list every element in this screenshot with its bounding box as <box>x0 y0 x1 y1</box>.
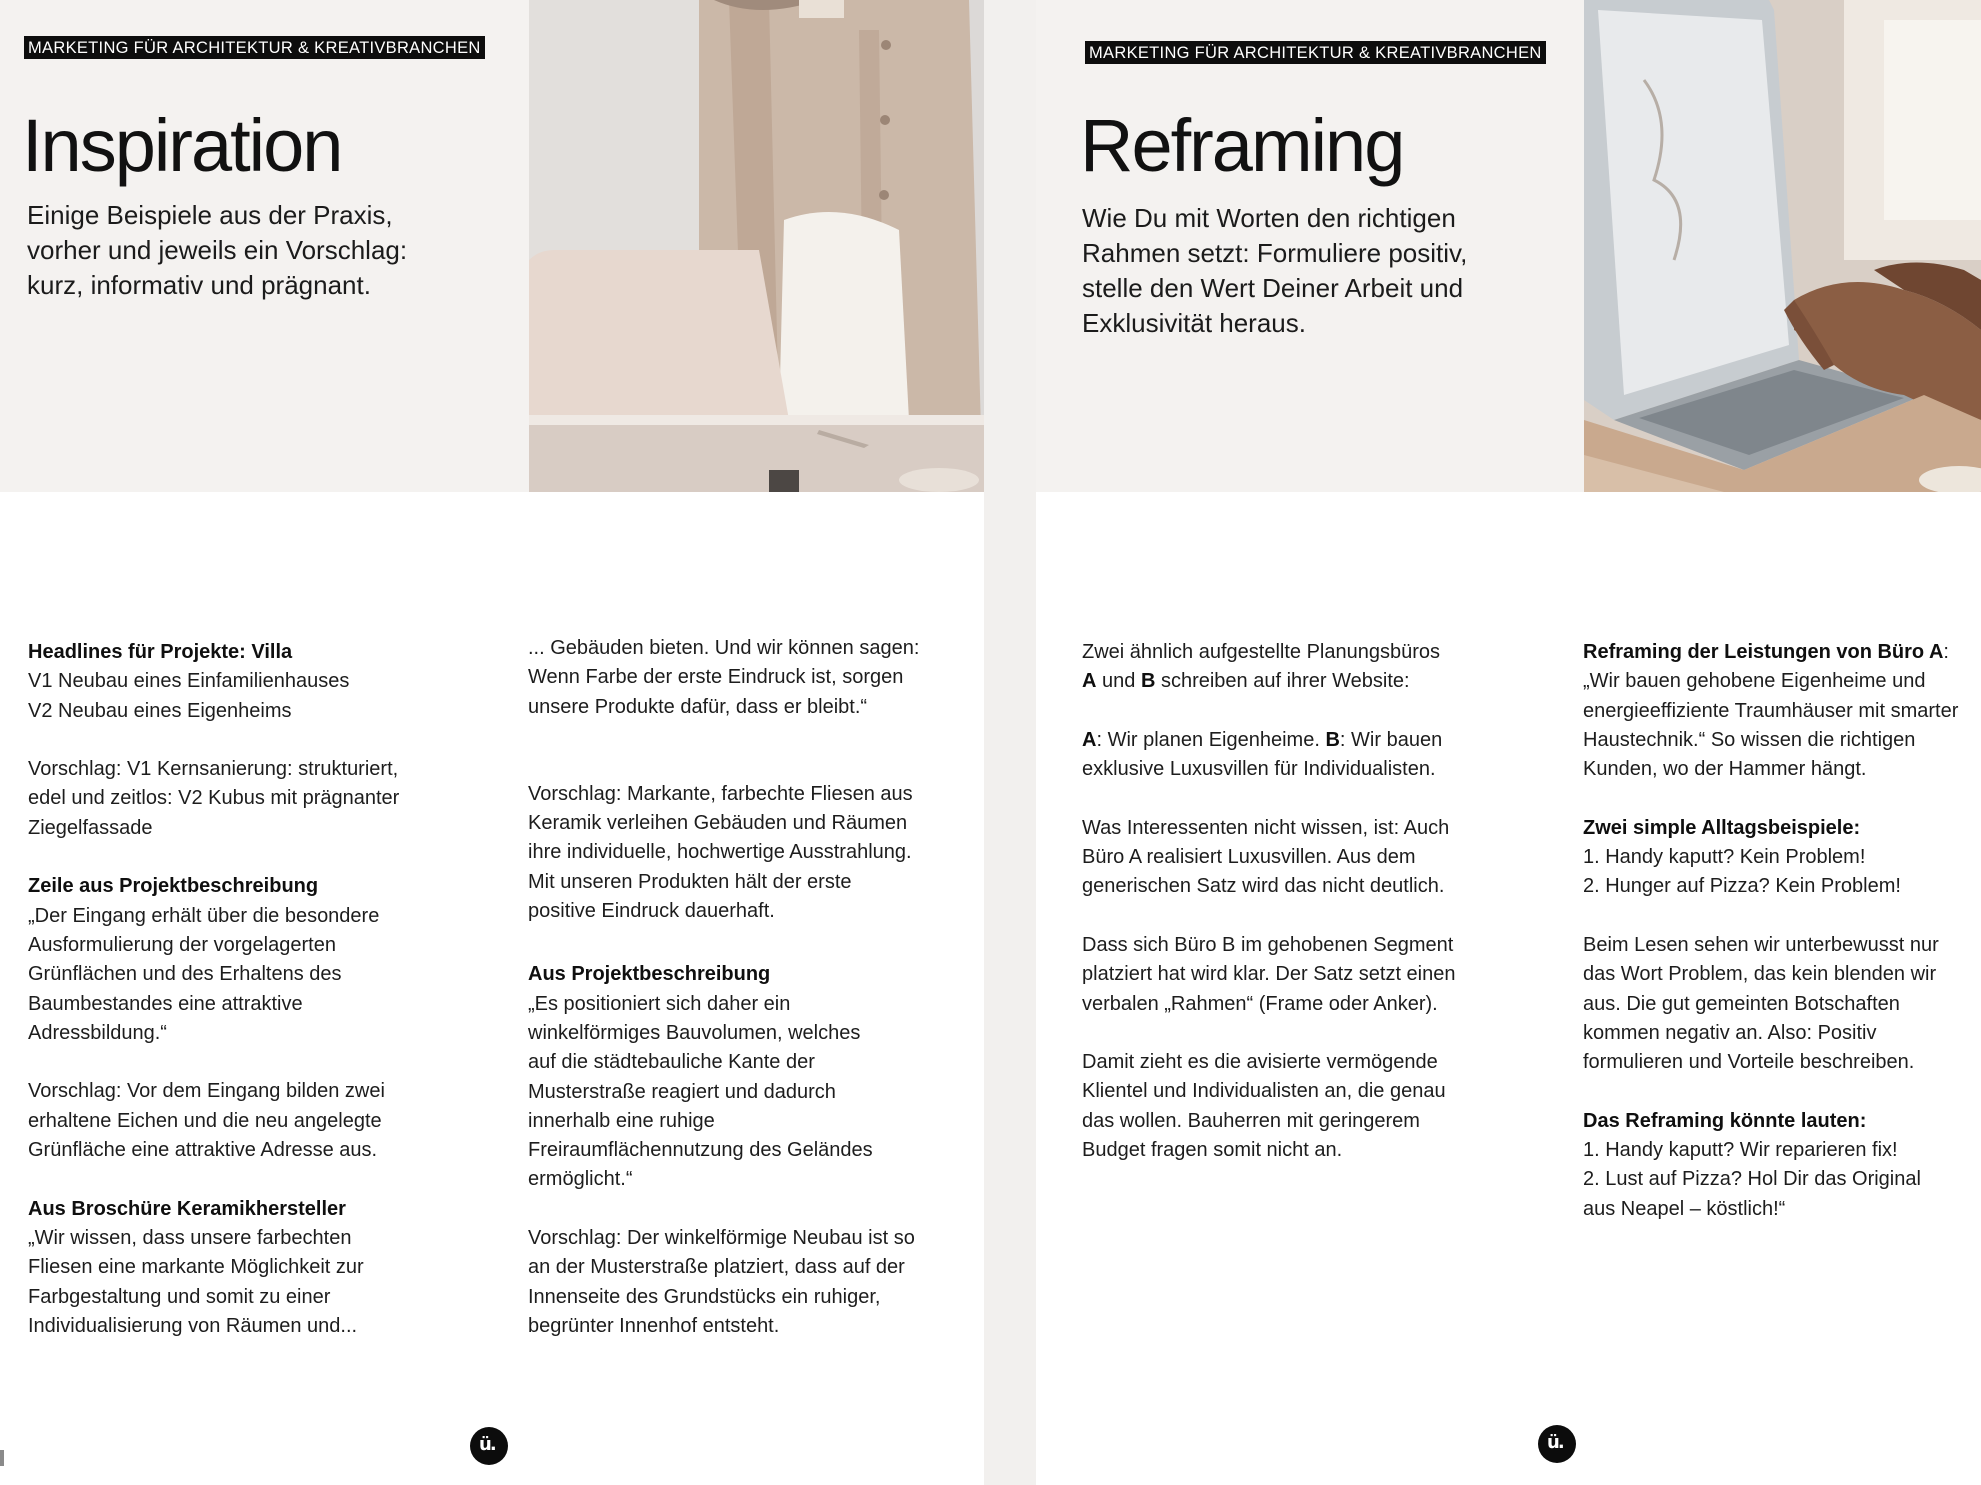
right-column-1 <box>1082 638 1562 1195</box>
right-column-2 <box>1583 638 1981 1253</box>
paragraph: Zeile aus Projektbeschreibung „Der Eingang erhält über die besondere Ausformulierung der vorgelagerten Grünflächen und des Erhaltens des Baumbestandes eine attraktive Adressbildung.“ <box>28 875 380 1044</box>
paragraph: Beim Lesen sehen wir unterbewusst nur das Wort Problem, das kein blenden wir aus. Die gut gemeinten Botschaften kommen negativ an. Also: Positiv formulieren und Vorteile beschreiben. <box>1583 933 1939 1074</box>
left-column-1 <box>28 638 498 1370</box>
paragraph: Aus Projektbeschreibung „Es positioniert sich daher ein winkelförmiges Bauvolumen, welches auf die städtebauliche Kante der Musterstraße reagiert und dadurch innerhalb eine ruhige Freiraumflächennutzung des Geländes ermöglicht.“ <box>528 963 873 1191</box>
laptop-typing-image <box>1584 0 1981 492</box>
lead-text: Wie Du mit Worten den richtigen Rahmen setzt: Formuliere positiv, stelle den Wert Deiner Arbeit und Exklusivität heraus. <box>1082 203 1468 338</box>
brand-logo-icon: ü. <box>470 1427 508 1465</box>
left-page <box>0 0 984 1485</box>
page-title: Reframing <box>1080 104 1404 187</box>
left-hero <box>0 0 984 492</box>
page-title: Inspiration <box>22 104 342 187</box>
paragraph: Damit zieht es die avisierte vermögende Klientel und Individualisten an, die genau das wollen. Bauherren mit geringerem Budget fragen somit nicht an. <box>1082 1051 1446 1162</box>
paragraph: Zwei simple Alltagsbeispiele: 1. Handy kaputt? Kein Problem! 2. Hunger auf Pizza? Kein Problem! <box>1583 816 1901 898</box>
paragraph: Vorschlag: V1 Kernsanierung: strukturiert, edel und zeitlos: V2 Kubus mit prägnanter Ziegelfassade <box>28 758 400 839</box>
paragraph: ... Gebäuden bieten. Und wir können sagen: Wenn Farbe der erste Eindruck ist, sorgen unsere Produkte dafür, dass er bleibt.“ <box>528 637 920 718</box>
paragraph: A: Wir planen Eigenheime. B: Wir bauen exklusive Luxusvillen für Individualisten. <box>1082 728 1443 781</box>
category-tag: MARKETING FÜR ARCHITEKTUR & KREATIVBRANCHEN <box>24 36 485 59</box>
right-page <box>1036 0 1981 1485</box>
hero-photo-person-laptop <box>529 0 984 492</box>
hero-photo-laptop-typing <box>1584 0 1981 492</box>
lead-text: Einige Beispiele aus der Praxis, vorher und jeweils ein Vorschlag: kurz, informativ und prägnant. <box>27 200 408 300</box>
paragraph: Das Reframing könnte lauten: 1. Handy kaputt? Wir reparieren fix! 2. Lust auf Pizza? Hol Dir das Original aus Neapel – köstlich!“ <box>1583 1109 1921 1220</box>
category-tag: MARKETING FÜR ARCHITEKTUR & KREATIVBRANCHEN <box>1085 41 1546 64</box>
paragraph: Was Interessenten nicht wissen, ist: Auch Büro A realisiert Luxusvillen. Aus dem generischen Satz wird das nicht deutlich. <box>1082 816 1450 898</box>
paragraph: Dass sich Büro B im gehobenen Segment platziert hat wird klar. Der Satz setzt einen verbalen „Rahmen“ (Frame oder Anker). <box>1082 933 1456 1015</box>
paragraph: Zwei ähnlich aufgestellte Planungsbüros A und B schreiben auf ihrer Website: <box>1082 641 1440 693</box>
right-hero <box>1036 0 1981 492</box>
paragraph: Headlines für Projekte: Villa V1 Neubau eines Einfamilienhauses V2 Neubau eines Eigenheims <box>28 641 350 722</box>
paragraph: Vorschlag: Vor dem Eingang bilden zwei erhaltene Eichen und die neu angelegte Grünfläche eine attraktive Adresse aus. <box>28 1080 385 1162</box>
paragraph: Aus Broschüre Keramikhersteller „Wir wissen, dass unsere farbechten Fliesen eine markante Möglichkeit zur Farbgestaltung und somit zu einer Individualisierung von Räumen und... <box>28 1197 364 1337</box>
brand-logo-icon: ü. <box>1538 1425 1576 1463</box>
person-laptop-image <box>529 0 984 492</box>
paragraph: Vorschlag: Der winkelförmige Neubau ist so an der Musterstraße platziert, dass auf der Innenseite des Grundstücks ein ruhiger, begrünter Innenhof entsteht. <box>528 1227 915 1337</box>
paragraph: Reframing der Leistungen von Büro A: „Wir bauen gehobene Eigenheime und energieeffiziente Traumhäuser mit smarter Haustechnik.“ So wissen die richtigen Kunden, wo der Hammer hängt. <box>1583 641 1959 781</box>
left-column-2 <box>528 634 978 1371</box>
paragraph: Vorschlag: Markante, farbechte Fliesen aus Keramik verleihen Gebäuden und Räumen ihre individuelle, hochwertige Ausstrahlung. Mit unseren Produkten hält der erste positive Eindruck dauerhaft. <box>528 782 913 923</box>
page-edge-mark <box>0 1450 4 1466</box>
